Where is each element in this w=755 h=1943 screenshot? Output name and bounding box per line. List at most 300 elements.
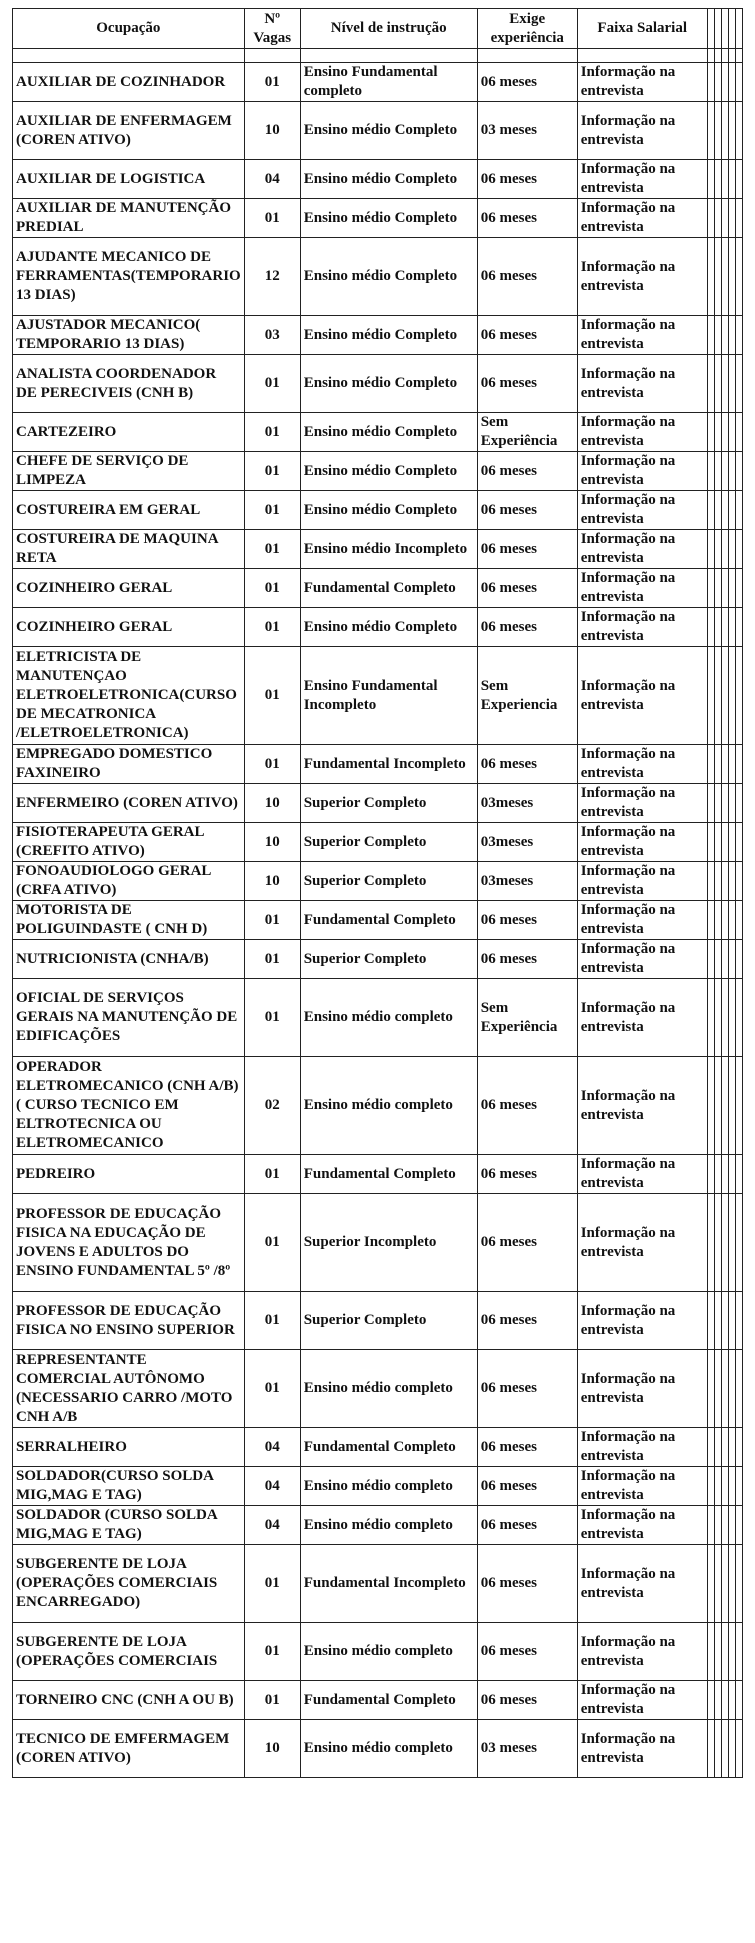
experience-cell: 06 meses [477, 452, 577, 491]
education-level-cell: Superior Completo [300, 784, 477, 823]
table-row [13, 608, 743, 647]
occupation-cell: TORNEIRO CNC (CNH A OU B) [13, 1681, 245, 1720]
extra-column-cell [707, 530, 714, 569]
salary-range-cell: Informação na entrevista [577, 102, 707, 160]
header-experiencia [477, 9, 577, 49]
education-level-cell: Fundamental Completo [300, 1155, 477, 1194]
occupation-cell: NUTRICIONISTA (CNHA/B) [13, 940, 245, 979]
extra-column-cell [735, 979, 742, 1057]
header-vagas [244, 9, 300, 49]
extra-column-cell [721, 1467, 728, 1506]
extra-column-cell [728, 355, 735, 413]
experience-cell: 06 meses [477, 901, 577, 940]
salary-range-cell: Informação na entrevista [577, 979, 707, 1057]
extra-column-cell [721, 1545, 728, 1623]
extra-column-cell [707, 784, 714, 823]
extra-column-cell [707, 1681, 714, 1720]
table-row [13, 862, 743, 901]
education-level-cell: Ensino médio completo [300, 1467, 477, 1506]
extra-column-cell [721, 784, 728, 823]
vagas-cell: 01 [244, 569, 300, 608]
occupation-cell: OPERADOR ELETROMECANICO (CNH A/B)( CURSO TECNICO EM ELTROTECNICA OU ELETROMECANICO [13, 1057, 245, 1155]
table-row [13, 530, 743, 569]
vagas-cell: 04 [244, 1428, 300, 1467]
occupation-cell: ANALISTA COORDENADOR DE PERECIVEIS (CNH B) [13, 355, 245, 413]
vagas-cell: 01 [244, 901, 300, 940]
extra-column-cell [721, 647, 728, 745]
experience-cell: 06 meses [477, 530, 577, 569]
salary-range-cell: Informação na entrevista [577, 199, 707, 238]
occupation-cell: REPRESENTANTE COMERCIAL AUTÔNOMO (NECESSARIO CARRO /MOTO CNH A/B [13, 1350, 245, 1428]
extra-column-cell [728, 102, 735, 160]
vagas-cell: 01 [244, 1155, 300, 1194]
education-level-cell: Ensino médio Completo [300, 452, 477, 491]
experience-cell: 03meses [477, 823, 577, 862]
vagas-cell: 04 [244, 160, 300, 199]
salary-range-cell: Informação na entrevista [577, 1720, 707, 1778]
extra-column-cell [721, 238, 728, 316]
extra-column-cell [714, 823, 721, 862]
experience-cell: 06 meses [477, 940, 577, 979]
occupation-cell: AUXILIAR DE ENFERMAGEM (COREN ATIVO) [13, 102, 245, 160]
extra-column-cell [728, 316, 735, 355]
experience-cell: Sem Experiencia [477, 647, 577, 745]
table-row [13, 1467, 743, 1506]
experience-cell: 06 meses [477, 355, 577, 413]
experience-cell: 06 meses [477, 1681, 577, 1720]
extra-column-cell [707, 823, 714, 862]
table-row [13, 1623, 743, 1681]
experience-cell: 06 meses [477, 1350, 577, 1428]
extra-column-cell [728, 452, 735, 491]
education-level-cell: Fundamental Completo [300, 1681, 477, 1720]
extra-column-cell [735, 413, 742, 452]
extra-column-cell [707, 1467, 714, 1506]
education-level-cell: Ensino médio Incompleto [300, 530, 477, 569]
extra-column-cell [714, 413, 721, 452]
occupation-cell: FISIOTERAPEUTA GERAL (CREFITO ATIVO) [13, 823, 245, 862]
table-row [13, 784, 743, 823]
extra-column-cell [721, 862, 728, 901]
extra-column-cell [728, 199, 735, 238]
education-level-cell: Ensino Fundamental completo [300, 63, 477, 102]
extra-column-cell [735, 160, 742, 199]
extra-column-cell [707, 1623, 714, 1681]
salary-range-cell: Informação na entrevista [577, 1194, 707, 1292]
salary-range-cell: Informação na entrevista [577, 1057, 707, 1155]
experience-cell: 06 meses [477, 1155, 577, 1194]
education-level-cell: Ensino Fundamental Incompleto [300, 647, 477, 745]
table-row [13, 1350, 743, 1428]
extra-column-cell [735, 1467, 742, 1506]
occupation-cell: AUXILIAR DE COZINHADOR [13, 63, 245, 102]
salary-range-cell: Informação na entrevista [577, 63, 707, 102]
extra-column-cell [714, 1467, 721, 1506]
extra-column-cell [714, 160, 721, 199]
occupation-cell: PROFESSOR DE EDUCAÇÃO FISICA NO ENSINO SUPERIOR [13, 1292, 245, 1350]
extra-column-cell [728, 1428, 735, 1467]
experience-cell: 03meses [477, 784, 577, 823]
table-row [13, 940, 743, 979]
occupation-cell: OFICIAL DE SERVIÇOS GERAIS NA MANUTENÇÃO DE EDIFICAÇÕES [13, 979, 245, 1057]
extra-column-cell [735, 1350, 742, 1428]
education-level-cell: Superior Completo [300, 862, 477, 901]
table-row [13, 1194, 743, 1292]
table-row [13, 199, 743, 238]
spacer-row [13, 49, 743, 63]
table-row [13, 491, 743, 530]
extra-column-cell [714, 1428, 721, 1467]
extra-column-cell [728, 1292, 735, 1350]
extra-column-cell [714, 1545, 721, 1623]
extra-column-cell [735, 901, 742, 940]
extra-column-cell [714, 647, 721, 745]
table-row [13, 1292, 743, 1350]
education-level-cell: Ensino médio completo [300, 979, 477, 1057]
extra-column-cell [714, 491, 721, 530]
extra-column-cell [714, 1057, 721, 1155]
salary-range-cell: Informação na entrevista [577, 1681, 707, 1720]
table-row [13, 823, 743, 862]
extra-column-cell [735, 647, 742, 745]
table-row [13, 316, 743, 355]
vagas-cell: 01 [244, 452, 300, 491]
salary-range-cell: Informação na entrevista [577, 1350, 707, 1428]
extra-column-5 [735, 9, 742, 49]
extra-column-cell [721, 491, 728, 530]
extra-column-cell [721, 355, 728, 413]
extra-column-cell [735, 862, 742, 901]
extra-column-cell [707, 160, 714, 199]
vagas-cell: 01 [244, 355, 300, 413]
vagas-cell: 10 [244, 862, 300, 901]
extra-column-cell [728, 530, 735, 569]
extra-column-cell [728, 1467, 735, 1506]
table-row [13, 63, 743, 102]
salary-range-cell: Informação na entrevista [577, 530, 707, 569]
extra-column-cell [714, 745, 721, 784]
extra-column-cell [735, 745, 742, 784]
table-row [13, 102, 743, 160]
extra-column-cell [721, 1623, 728, 1681]
occupation-cell: SERRALHEIRO [13, 1428, 245, 1467]
education-level-cell: Ensino médio Completo [300, 413, 477, 452]
occupation-cell: COZINHEIRO GERAL [13, 608, 245, 647]
education-level-cell: Ensino médio completo [300, 1623, 477, 1681]
table-row [13, 238, 743, 316]
experience-cell: 06 meses [477, 608, 577, 647]
extra-column-cell [735, 1545, 742, 1623]
experience-cell: 06 meses [477, 745, 577, 784]
extra-column-cell [707, 862, 714, 901]
vagas-cell: 03 [244, 316, 300, 355]
extra-column-cell [735, 1194, 742, 1292]
education-level-cell: Ensino médio Completo [300, 491, 477, 530]
vagas-cell: 01 [244, 1681, 300, 1720]
extra-column-cell [707, 491, 714, 530]
extra-column-cell [721, 199, 728, 238]
extra-column-cell [735, 1506, 742, 1545]
vagas-cell: 01 [244, 1545, 300, 1623]
education-level-cell: Ensino médio completo [300, 1506, 477, 1545]
extra-column-cell [721, 413, 728, 452]
extra-column-cell [721, 316, 728, 355]
education-level-cell: Superior Incompleto [300, 1194, 477, 1292]
extra-column-cell [714, 1623, 721, 1681]
occupation-cell: AUXILIAR DE MANUTENÇÃO PREDIAL [13, 199, 245, 238]
experience-cell: 06 meses [477, 1467, 577, 1506]
vagas-cell: 04 [244, 1506, 300, 1545]
occupation-cell: EMPREGADO DOMESTICO FAXINEIRO [13, 745, 245, 784]
occupation-cell: CHEFE DE SERVIÇO DE LIMPEZA [13, 452, 245, 491]
salary-range-cell: Informação na entrevista [577, 745, 707, 784]
vagas-cell: 01 [244, 1194, 300, 1292]
vagas-cell: 01 [244, 199, 300, 238]
occupation-cell: TECNICO DE EMFERMAGEM (COREN ATIVO) [13, 1720, 245, 1778]
table-row [13, 1155, 743, 1194]
vagas-cell: 10 [244, 823, 300, 862]
extra-column-cell [735, 63, 742, 102]
experience-cell: 03 meses [477, 102, 577, 160]
extra-column-cell [714, 1155, 721, 1194]
extra-column-cell [707, 413, 714, 452]
experience-cell: 03meses [477, 862, 577, 901]
salary-range-cell: Informação na entrevista [577, 608, 707, 647]
extra-column-cell [728, 647, 735, 745]
table-row [13, 1428, 743, 1467]
extra-column-cell [721, 1155, 728, 1194]
extra-column-cell [714, 452, 721, 491]
occupation-cell: ELETRICISTA DE MANUTENÇAO ELETROELETRONICA(CURSO DE MECATRONICA /ELETROELETRONICA) [13, 647, 245, 745]
occupation-cell: COSTUREIRA EM GERAL [13, 491, 245, 530]
extra-column-cell [707, 1506, 714, 1545]
extra-column-cell [714, 1194, 721, 1292]
salary-range-cell: Informação na entrevista [577, 1545, 707, 1623]
header-faixa: Faixa Salarial [577, 9, 707, 49]
extra-column-cell [728, 160, 735, 199]
education-level-cell: Fundamental Completo [300, 569, 477, 608]
experience-cell: 06 meses [477, 199, 577, 238]
experience-cell: 06 meses [477, 1057, 577, 1155]
extra-column-cell [735, 784, 742, 823]
extra-column-cell [714, 1292, 721, 1350]
extra-column-cell [721, 1194, 728, 1292]
education-level-cell: Ensino médio completo [300, 1720, 477, 1778]
extra-column-cell [707, 1057, 714, 1155]
vagas-cell: 01 [244, 1623, 300, 1681]
extra-column-cell [707, 238, 714, 316]
vagas-cell: 10 [244, 1720, 300, 1778]
experience-cell: Sem Experiência [477, 413, 577, 452]
table-row [13, 647, 743, 745]
extra-column-cell [721, 1428, 728, 1467]
education-level-cell: Ensino médio completo [300, 1057, 477, 1155]
extra-column-cell [735, 199, 742, 238]
extra-column-cell [728, 238, 735, 316]
salary-range-cell: Informação na entrevista [577, 569, 707, 608]
extra-column-cell [707, 1155, 714, 1194]
extra-column-cell [728, 784, 735, 823]
header-exige-line2: experiência [490, 29, 564, 46]
extra-column-cell [721, 1720, 728, 1778]
education-level-cell: Ensino médio Completo [300, 102, 477, 160]
salary-range-cell: Informação na entrevista [577, 1467, 707, 1506]
experience-cell: 06 meses [477, 63, 577, 102]
job-openings-table [12, 8, 743, 1778]
extra-column-cell [735, 608, 742, 647]
vagas-cell: 01 [244, 413, 300, 452]
extra-column-cell [728, 63, 735, 102]
extra-column-cell [707, 1720, 714, 1778]
salary-range-cell: Informação na entrevista [577, 1428, 707, 1467]
extra-column-cell [714, 1506, 721, 1545]
extra-column-cell [728, 1545, 735, 1623]
salary-range-cell: Informação na entrevista [577, 452, 707, 491]
extra-column-cell [728, 1057, 735, 1155]
salary-range-cell: Informação na entrevista [577, 1292, 707, 1350]
occupation-cell: SOLDADOR (CURSO SOLDA MIG,MAG E TAG) [13, 1506, 245, 1545]
experience-cell: 06 meses [477, 1292, 577, 1350]
table-row [13, 1681, 743, 1720]
extra-column-cell [728, 940, 735, 979]
extra-column-cell [707, 569, 714, 608]
table-row [13, 745, 743, 784]
vagas-cell: 02 [244, 1057, 300, 1155]
extra-column-cell [721, 745, 728, 784]
extra-column-cell [735, 1155, 742, 1194]
extra-column-cell [721, 901, 728, 940]
extra-column-cell [707, 316, 714, 355]
experience-cell: 06 meses [477, 316, 577, 355]
extra-column-cell [735, 1428, 742, 1467]
vagas-cell: 01 [244, 1292, 300, 1350]
education-level-cell: Fundamental Incompleto [300, 1545, 477, 1623]
extra-column-2 [714, 9, 721, 49]
extra-column-cell [714, 1720, 721, 1778]
extra-column-cell [728, 901, 735, 940]
education-level-cell: Ensino médio Completo [300, 199, 477, 238]
vagas-cell: 01 [244, 1350, 300, 1428]
table-row [13, 569, 743, 608]
experience-cell: 06 meses [477, 491, 577, 530]
extra-column-cell [735, 238, 742, 316]
extra-column-cell [735, 823, 742, 862]
extra-column-cell [728, 1720, 735, 1778]
salary-range-cell: Informação na entrevista [577, 238, 707, 316]
extra-column-cell [721, 160, 728, 199]
occupation-cell: CARTEZEIRO [13, 413, 245, 452]
vagas-cell: 10 [244, 784, 300, 823]
salary-range-cell: Informação na entrevista [577, 1623, 707, 1681]
extra-column-cell [714, 608, 721, 647]
extra-column-cell [728, 569, 735, 608]
salary-range-cell: Informação na entrevista [577, 940, 707, 979]
header-row [13, 9, 743, 49]
extra-column-cell [735, 569, 742, 608]
extra-column-cell [707, 647, 714, 745]
extra-column-cell [707, 1350, 714, 1428]
experience-cell: 06 meses [477, 569, 577, 608]
header-ocupacao: Ocupação [13, 9, 245, 49]
extra-column-cell [707, 1428, 714, 1467]
extra-column-cell [728, 745, 735, 784]
table-row [13, 355, 743, 413]
salary-range-cell: Informação na entrevista [577, 647, 707, 745]
extra-column-4 [728, 9, 735, 49]
extra-column-cell [707, 901, 714, 940]
extra-column-cell [714, 102, 721, 160]
vagas-cell: 01 [244, 647, 300, 745]
table-row [13, 160, 743, 199]
experience-cell: 06 meses [477, 1506, 577, 1545]
vagas-cell: 01 [244, 63, 300, 102]
extra-column-cell [707, 608, 714, 647]
extra-column-cell [714, 1681, 721, 1720]
extra-column-cell [728, 1623, 735, 1681]
education-level-cell: Ensino médio completo [300, 1350, 477, 1428]
header-vagas-line1: Nº [264, 10, 281, 27]
salary-range-cell: Informação na entrevista [577, 160, 707, 199]
experience-cell: 06 meses [477, 1545, 577, 1623]
extra-column-cell [735, 530, 742, 569]
extra-column-cell [728, 1155, 735, 1194]
occupation-cell: ENFERMEIRO (COREN ATIVO) [13, 784, 245, 823]
experience-cell: 06 meses [477, 1428, 577, 1467]
extra-column-cell [714, 1350, 721, 1428]
extra-column-cell [735, 1681, 742, 1720]
vagas-cell: 10 [244, 102, 300, 160]
vagas-cell: 01 [244, 940, 300, 979]
extra-column-cell [721, 1681, 728, 1720]
table-row [13, 1545, 743, 1623]
extra-column-cell [728, 608, 735, 647]
extra-column-3 [721, 9, 728, 49]
vagas-cell: 04 [244, 1467, 300, 1506]
vagas-cell: 01 [244, 979, 300, 1057]
extra-column-cell [707, 940, 714, 979]
extra-column-cell [735, 452, 742, 491]
education-level-cell: Fundamental Incompleto [300, 745, 477, 784]
vagas-cell: 12 [244, 238, 300, 316]
extra-column-cell [735, 1057, 742, 1155]
occupation-cell: COZINHEIRO GERAL [13, 569, 245, 608]
extra-column-cell [707, 199, 714, 238]
table-row [13, 452, 743, 491]
extra-column-cell [721, 1057, 728, 1155]
occupation-cell: PROFESSOR DE EDUCAÇÃO FISICA NA EDUCAÇÃO DE JOVENS E ADULTOS DO ENSINO FUNDAMENTAL 5º /8º [13, 1194, 245, 1292]
occupation-cell: FONOAUDIOLOGO GERAL (CRFA ATIVO) [13, 862, 245, 901]
salary-range-cell: Informação na entrevista [577, 413, 707, 452]
extra-column-cell [735, 1720, 742, 1778]
extra-column-cell [721, 940, 728, 979]
extra-column-cell [707, 1292, 714, 1350]
extra-column-cell [728, 823, 735, 862]
table-body [13, 63, 743, 1778]
extra-column-cell [707, 979, 714, 1057]
education-level-cell: Ensino médio Completo [300, 355, 477, 413]
experience-cell: 06 meses [477, 1623, 577, 1681]
extra-column-cell [714, 63, 721, 102]
extra-column-cell [714, 569, 721, 608]
salary-range-cell: Informação na entrevista [577, 1506, 707, 1545]
occupation-cell: MOTORISTA DE POLIGUINDASTE ( CNH D) [13, 901, 245, 940]
salary-range-cell: Informação na entrevista [577, 316, 707, 355]
extra-column-cell [714, 901, 721, 940]
extra-column-cell [735, 940, 742, 979]
extra-column-cell [707, 63, 714, 102]
extra-column-cell [728, 491, 735, 530]
extra-column-cell [721, 823, 728, 862]
